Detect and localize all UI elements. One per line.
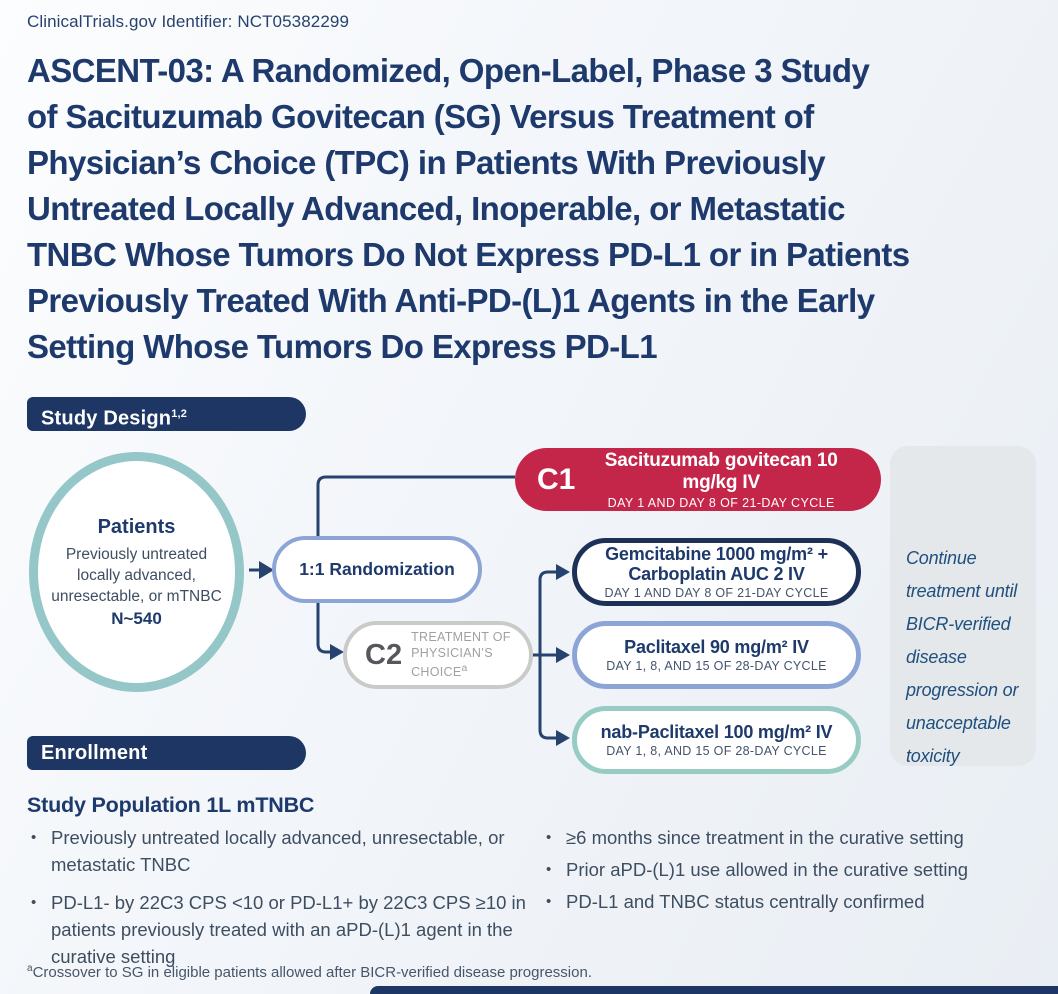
enrollment-bullet: [546, 888, 1046, 915]
arm-c2-label: [411, 629, 527, 680]
enrollment-bullet-text: Prior aPD-(L)1 use allowed in the curative setting: [566, 859, 969, 880]
continue-treatment-note: Continue treatment until BICR-verified disease progression or unacceptable toxicity: [906, 548, 1019, 766]
title-line: Setting Whose Tumors Do Express PD-L1: [27, 328, 657, 365]
randomization-node: [272, 536, 482, 603]
enrollment-bullet-text: ≥6 months since treatment in the curative setting: [566, 827, 964, 848]
footnote-text: Crossover to SG in eligible patients allowed after BICR-verified disease progression.: [32, 964, 592, 981]
tpc-option-gemcitabine-carboplatin-box: [572, 538, 861, 606]
randomization-label: 1:1 Randomization: [299, 559, 455, 579]
enrollment-bullet: [31, 889, 536, 970]
arm-c2-superscript: a: [461, 663, 468, 675]
study-population-heading: Study Population 1L mTNBC: [27, 793, 315, 817]
title-line: of Sacituzumab Govitecan (SG) Versus Treatment of: [27, 98, 814, 135]
footnote-superscript: a: [27, 963, 33, 974]
crossover-footnote: [27, 963, 592, 981]
tpc-option-drug-line2: Carboplatin AUC 2 IV: [628, 564, 805, 584]
arm-c1-schedule: DAY 1 AND DAY 8 OF 21-DAY CYCLE: [607, 495, 835, 510]
tpc-option-drug-line1: Paclitaxel 90 mg/m² IV: [624, 637, 809, 657]
bullet-dot-icon: •: [546, 829, 552, 846]
page-title: [27, 48, 1045, 370]
arm-c2-tpc-box: [343, 621, 533, 689]
arm-c1-code: C1: [537, 462, 576, 496]
study-design-banner-label: Study Design: [41, 407, 172, 430]
tpc-option-drug-line1: nab-Paclitaxel 100 mg/m² IV: [600, 722, 833, 742]
tpc-option-paclitaxel-box: [572, 621, 861, 689]
title-line: Physician’s Choice (TPC) in Patients With Previously: [27, 144, 825, 181]
title-line: Previously Treated With Anti-PD-(L)1 Agents in the Early: [27, 282, 875, 319]
enrollment-banner-label: Enrollment: [41, 742, 148, 764]
title-line: TNBC Whose Tumors Do Not Express PD-L1 or in Patients: [27, 236, 910, 273]
enrollment-bullet: [31, 824, 536, 878]
tpc-option-drug-line1: Gemcitabine 1000 mg/m² +: [605, 544, 828, 564]
patients-circle-description: Previously untreated locally advanced, unresectable, or mTNBC: [51, 545, 222, 605]
enrollment-bullet: [546, 824, 1046, 851]
continue-treatment-note-panel: [890, 446, 1036, 766]
study-design-banner: [27, 397, 306, 431]
patients-sample-size: N~540: [111, 608, 162, 628]
arm-c1-sacituzumab-box: [515, 448, 881, 511]
arm-c1-text: [575, 450, 881, 510]
bullet-dot-icon: •: [31, 894, 37, 911]
bullet-dot-icon: •: [546, 861, 552, 878]
next-section-banner-cutoff: [370, 986, 1058, 994]
clinicaltrials-identifier: ClinicalTrials.gov Identifier: NCT05382299: [27, 12, 349, 31]
tpc-option-schedule: DAY 1 AND DAY 8 OF 21-DAY CYCLE: [604, 586, 829, 600]
enrollment-bullet: [546, 856, 1046, 883]
arm-c1-drug: Sacituzumab govitecan 10 mg/kg IV: [604, 449, 838, 493]
arm-c2-label-text: TREATMENT OF PHYSICIAN’S CHOICE: [411, 630, 511, 680]
patients-circle-title: Patients: [97, 515, 176, 538]
bullet-dot-icon: •: [546, 893, 552, 910]
enrollment-bullets-left: [31, 824, 536, 981]
enrollment-bullet-text: PD-L1 and TNBC status centrally confirmed: [566, 891, 925, 912]
title-line: Untreated Locally Advanced, Inoperable, or Metastatic: [27, 190, 845, 227]
tpc-option-nab-paclitaxel-box: [572, 706, 861, 774]
tpc-option-schedule: DAY 1, 8, AND 15 OF 28-DAY CYCLE: [606, 659, 827, 673]
enrollment-banner: [27, 736, 306, 770]
arm-c2-code: C2: [365, 638, 403, 671]
patients-population-circle: [29, 452, 244, 692]
enrollment-bullets-right: [546, 824, 1046, 920]
title-line: ASCENT-03: A Randomized, Open-Label, Phase 3 Study: [27, 52, 870, 89]
enrollment-bullet-text: PD-L1- by 22C3 CPS <10 or PD-L1+ by 22C3 CPS ≥10 in patients previously treated with an aPD-(L)1 agent in the curative setting: [51, 892, 526, 967]
enrollment-bullet-text: Previously untreated locally advanced, unresectable, or metastatic TNBC: [51, 827, 505, 875]
tpc-option-schedule: DAY 1, 8, AND 15 OF 28-DAY CYCLE: [606, 744, 827, 758]
study-design-banner-superscript: 1,2: [171, 408, 188, 420]
bullet-dot-icon: •: [31, 829, 37, 846]
